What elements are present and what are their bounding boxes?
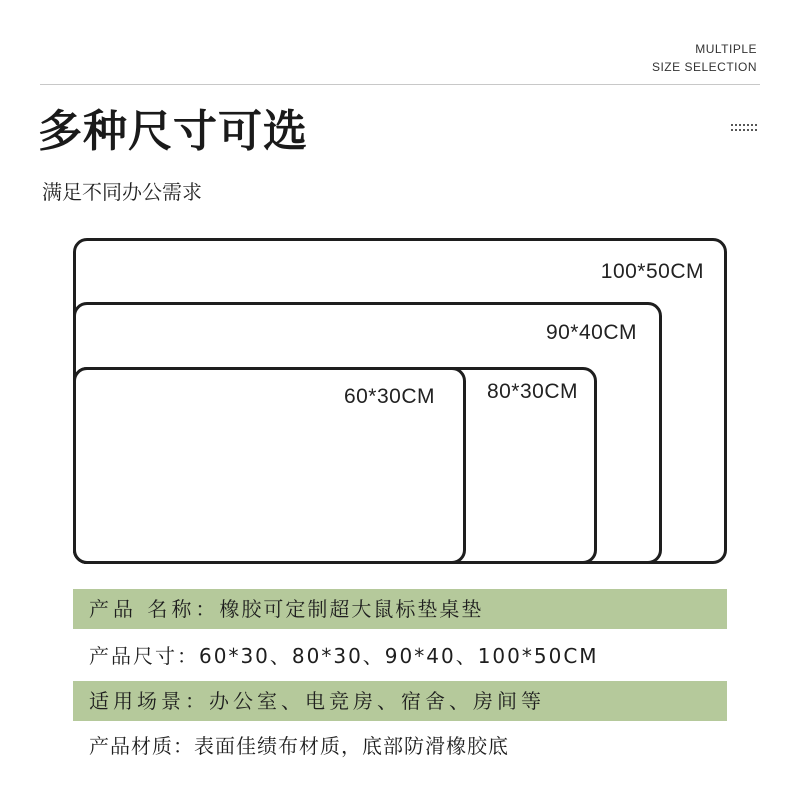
size-label-80x30: 80*30CM (486, 380, 578, 403)
info-row-name (73, 589, 727, 629)
info-name-key: 产品 名称： (89, 597, 220, 621)
info-material-value: 表面佳绩布材质，底部防滑橡胶底 (194, 734, 509, 758)
info-size-key: 产品尺寸： (89, 644, 199, 668)
english-heading (652, 40, 757, 76)
english-heading-line1: MULTIPLE (695, 42, 757, 56)
dots-decoration-icon (731, 124, 757, 134)
info-scene-key: 适用场景： (89, 689, 209, 713)
info-row-material (73, 726, 727, 766)
size-label-60x30: 60*30CM (343, 385, 435, 408)
english-heading-line2: SIZE SELECTION (651, 60, 757, 74)
page-subtitle: 满足不同办公需求 (42, 180, 202, 204)
size-label-100x50: 100*50CM (600, 260, 704, 283)
info-material-key: 产品材质： (89, 734, 194, 758)
header-divider (40, 84, 760, 85)
info-row-scene (73, 681, 727, 721)
size-outline-60x30 (73, 367, 466, 564)
info-name-value: 橡胶可定制超大鼠标垫桌垫 (219, 597, 484, 621)
info-scene-value: 办公室、电竞房、宿舍、房间等 (209, 689, 545, 713)
size-label-90x40: 90*40CM (545, 321, 637, 344)
page-title: 多种尺寸可选 (38, 106, 308, 157)
info-row-size (73, 636, 727, 676)
info-size-value: 60*30、80*30、90*40、100*50CM (199, 644, 599, 668)
